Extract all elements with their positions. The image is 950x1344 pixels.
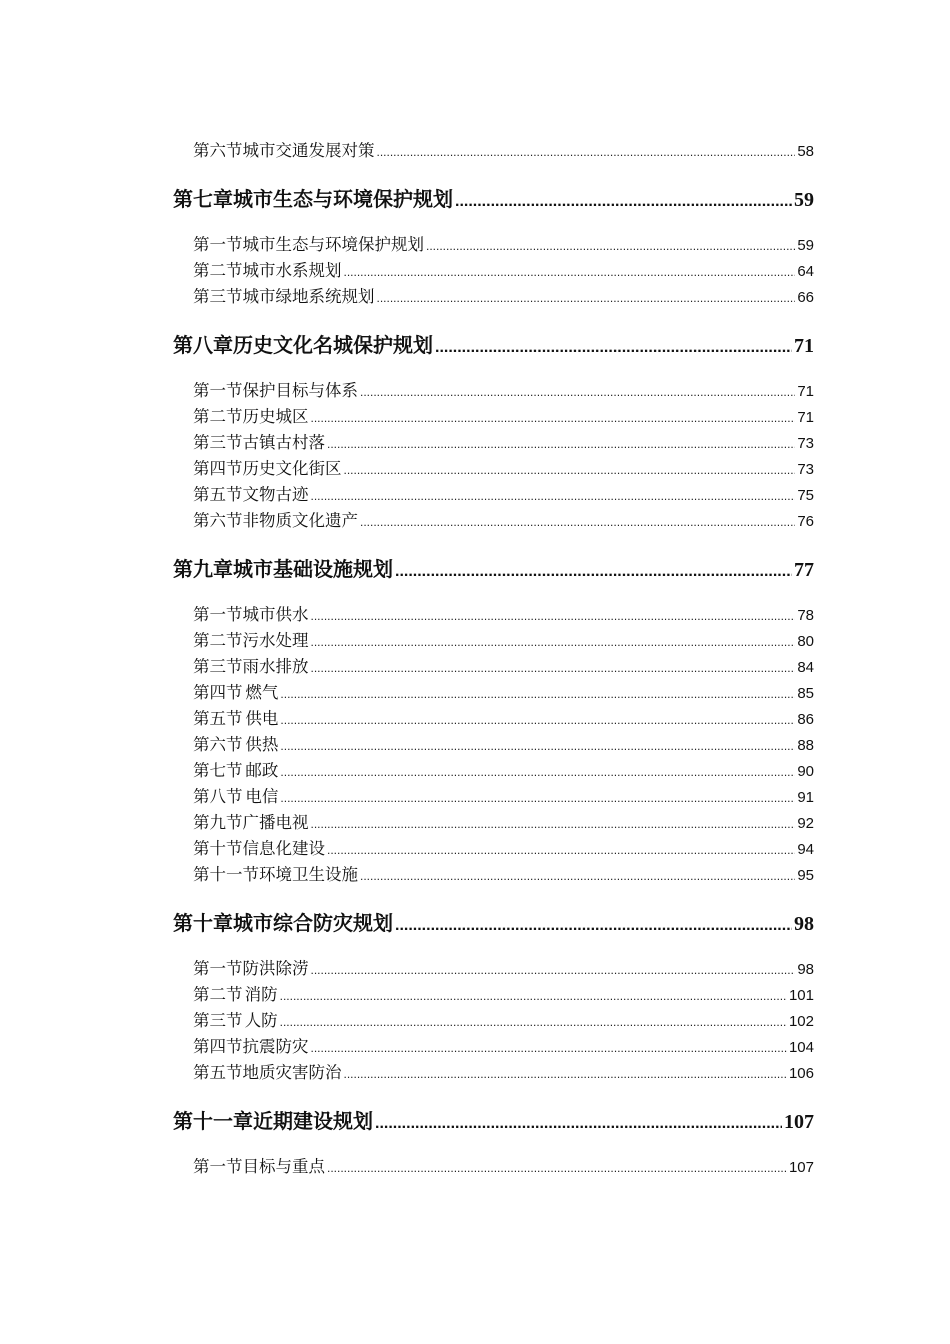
toc-chapter-entry[interactable] [173, 184, 814, 214]
toc-section-entry[interactable] [173, 456, 814, 482]
section-number: 第一节 [193, 605, 243, 624]
section-title: 历史城区 [242, 407, 309, 426]
page-number: 71 [794, 335, 814, 357]
page-number: 73 [797, 461, 814, 478]
dot-leader [344, 457, 796, 483]
dot-leader [377, 285, 796, 311]
toc-section-entry[interactable] [173, 810, 814, 836]
page-number: 86 [797, 711, 814, 728]
section-number: 第十一节 [193, 865, 259, 884]
dot-leader [377, 139, 796, 165]
section-number: 第五节 [193, 485, 243, 504]
toc-section-entry[interactable] [173, 982, 814, 1008]
dot-leader [395, 557, 792, 587]
toc-section-entry[interactable] [173, 680, 814, 706]
toc-section-entry[interactable] [173, 1034, 814, 1060]
dot-leader [311, 1035, 787, 1061]
toc-section-entry[interactable] [173, 628, 814, 654]
section-title: 城市绿地系统规划 [242, 287, 375, 306]
page-number: 102 [788, 1013, 814, 1030]
page-number: 94 [797, 841, 814, 858]
page-number: 85 [797, 685, 814, 702]
section-number: 第一节 [193, 959, 243, 978]
toc-section-entry[interactable] [173, 232, 814, 258]
page-number: 75 [797, 487, 814, 504]
section-number: 第六节 [193, 141, 243, 160]
section-title: 城市生态与环境保护规划 [242, 235, 424, 254]
section-title: 广播电视 [242, 813, 309, 832]
page-number: 66 [797, 289, 814, 306]
section-title: 供电 [245, 709, 279, 728]
section-number: 第二节 [193, 631, 243, 650]
chapter-number: 第九章 [173, 557, 233, 581]
section-number: 第五节 [193, 709, 243, 728]
toc-chapter-entry[interactable] [173, 330, 814, 360]
section-number: 第六节 [193, 735, 243, 754]
dot-leader [280, 707, 795, 733]
section-title: 信息化建设 [242, 839, 325, 858]
toc-section-entry[interactable] [173, 1008, 814, 1034]
section-title: 文物古迹 [242, 485, 309, 504]
dot-leader [311, 629, 796, 655]
section-number: 第十节 [193, 839, 243, 858]
section-title: 城市水系规划 [242, 261, 342, 280]
page-number: 59 [797, 237, 814, 254]
dot-leader [311, 603, 796, 629]
section-number: 第二节 [193, 985, 243, 1004]
section-number: 第三节 [193, 433, 243, 452]
page-number: 80 [797, 633, 814, 650]
section-title: 污水处理 [242, 631, 309, 650]
dot-leader [327, 431, 795, 457]
section-title: 雨水排放 [242, 657, 309, 676]
page-number: 58 [797, 143, 814, 160]
section-number: 第七节 [193, 761, 243, 780]
page-number: 71 [797, 409, 814, 426]
dot-leader [311, 811, 796, 837]
page-number: 104 [788, 1039, 814, 1056]
dot-leader [395, 911, 792, 941]
section-title: 人防 [244, 1011, 278, 1030]
page-number: 98 [794, 913, 814, 935]
section-number: 第三节 [193, 287, 243, 306]
section-title: 环境卫生设施 [259, 865, 358, 884]
section-title: 目标与重点 [242, 1157, 325, 1176]
section-title: 古镇古村落 [242, 433, 325, 452]
chapter-number: 第十章 [173, 911, 233, 935]
section-title: 供热 [245, 735, 279, 754]
page-number: 88 [797, 737, 814, 754]
section-title: 电信 [245, 787, 279, 806]
section-number: 第四节 [193, 459, 243, 478]
toc-section-entry[interactable] [173, 284, 814, 310]
page-number: 73 [797, 435, 814, 452]
section-number: 第二节 [193, 261, 243, 280]
toc-section-entry[interactable] [173, 784, 814, 810]
dot-leader [360, 863, 795, 889]
chapter-number: 第八章 [173, 333, 233, 357]
page-number: 59 [794, 189, 814, 211]
page-number: 64 [797, 263, 814, 280]
section-title: 城市供水 [242, 605, 309, 624]
section-number: 第一节 [193, 235, 243, 254]
section-number: 第一节 [193, 1157, 243, 1176]
dot-leader [344, 259, 796, 285]
toc-section-entry[interactable] [173, 508, 814, 534]
section-number: 第一节 [193, 381, 243, 400]
section-number: 第四节 [193, 1037, 243, 1056]
section-number: 第四节 [193, 683, 243, 702]
dot-leader [280, 733, 795, 759]
page-number: 92 [797, 815, 814, 832]
table-of-contents [173, 138, 814, 1180]
section-number: 第八节 [193, 787, 243, 806]
section-number: 第六节 [193, 511, 243, 530]
section-title: 防洪除涝 [242, 959, 309, 978]
toc-section-entry[interactable] [173, 758, 814, 784]
page-number: 106 [788, 1065, 814, 1082]
toc-section-entry[interactable] [173, 1154, 814, 1180]
dot-leader [311, 957, 796, 983]
page-number: 95 [797, 867, 814, 884]
dot-leader [311, 405, 796, 431]
page-number: 107 [788, 1159, 814, 1176]
toc-section-entry[interactable] [173, 732, 814, 758]
toc-section-entry[interactable] [173, 1060, 814, 1086]
dot-leader [280, 759, 795, 785]
section-number: 第二节 [193, 407, 243, 426]
chapter-title: 城市生态与环境保护规划 [233, 187, 453, 211]
dot-leader [327, 837, 795, 863]
dot-leader [435, 333, 792, 363]
chapter-title: 历史文化名城保护规划 [233, 333, 433, 357]
section-number: 第三节 [193, 1011, 243, 1030]
section-number: 第九节 [193, 813, 243, 832]
section-title: 燃气 [245, 683, 279, 702]
page-number: 78 [797, 607, 814, 624]
dot-leader [375, 1109, 782, 1139]
toc-section-entry[interactable] [173, 836, 814, 862]
toc-chapter-entry[interactable] [173, 908, 814, 938]
dot-leader [455, 187, 792, 217]
dot-leader [280, 1009, 787, 1035]
dot-leader [280, 785, 795, 811]
section-title: 邮政 [245, 761, 279, 780]
page-number: 101 [788, 987, 814, 1004]
section-title: 非物质文化遗产 [242, 511, 358, 530]
section-title: 消防 [244, 985, 278, 1004]
dot-leader [360, 509, 795, 535]
toc-chapter-entry[interactable] [173, 1106, 814, 1136]
section-number: 第五节 [193, 1063, 243, 1082]
page-number: 98 [797, 961, 814, 978]
toc-section-entry[interactable] [173, 404, 814, 430]
section-title: 历史文化街区 [242, 459, 342, 478]
dot-leader [360, 379, 795, 405]
toc-section-entry[interactable] [173, 378, 814, 404]
dot-leader [311, 483, 796, 509]
dot-leader [280, 983, 787, 1009]
page-number: 76 [797, 513, 814, 530]
chapter-number: 第十一章 [173, 1109, 253, 1133]
chapter-title: 城市基础设施规划 [233, 557, 393, 581]
dot-leader [426, 233, 795, 259]
chapter-title: 城市综合防灾规划 [233, 911, 393, 935]
dot-leader [344, 1061, 787, 1087]
dot-leader [311, 655, 796, 681]
toc-section-entry[interactable] [173, 138, 814, 164]
toc-section-entry[interactable] [173, 706, 814, 732]
page-number: 71 [797, 383, 814, 400]
toc-section-entry[interactable] [173, 430, 814, 456]
dot-leader [280, 681, 795, 707]
section-title: 地质灾害防治 [242, 1063, 342, 1082]
toc-section-entry[interactable] [173, 602, 814, 628]
toc-section-entry[interactable] [173, 258, 814, 284]
section-number: 第三节 [193, 657, 243, 676]
page-number: 107 [784, 1111, 814, 1133]
page-number: 84 [797, 659, 814, 676]
page-number: 77 [794, 559, 814, 581]
chapter-number: 第七章 [173, 187, 233, 211]
toc-section-entry[interactable] [173, 654, 814, 680]
section-title: 城市交通发展对策 [242, 141, 375, 160]
toc-section-entry[interactable] [173, 482, 814, 508]
toc-chapter-entry[interactable] [173, 554, 814, 584]
toc-section-entry[interactable] [173, 862, 814, 888]
toc-section-entry[interactable] [173, 956, 814, 982]
section-title: 保护目标与体系 [242, 381, 358, 400]
page-number: 90 [797, 763, 814, 780]
section-title: 抗震防灾 [242, 1037, 309, 1056]
chapter-title: 近期建设规划 [253, 1109, 373, 1133]
dot-leader [327, 1155, 787, 1181]
page-number: 91 [797, 789, 814, 806]
